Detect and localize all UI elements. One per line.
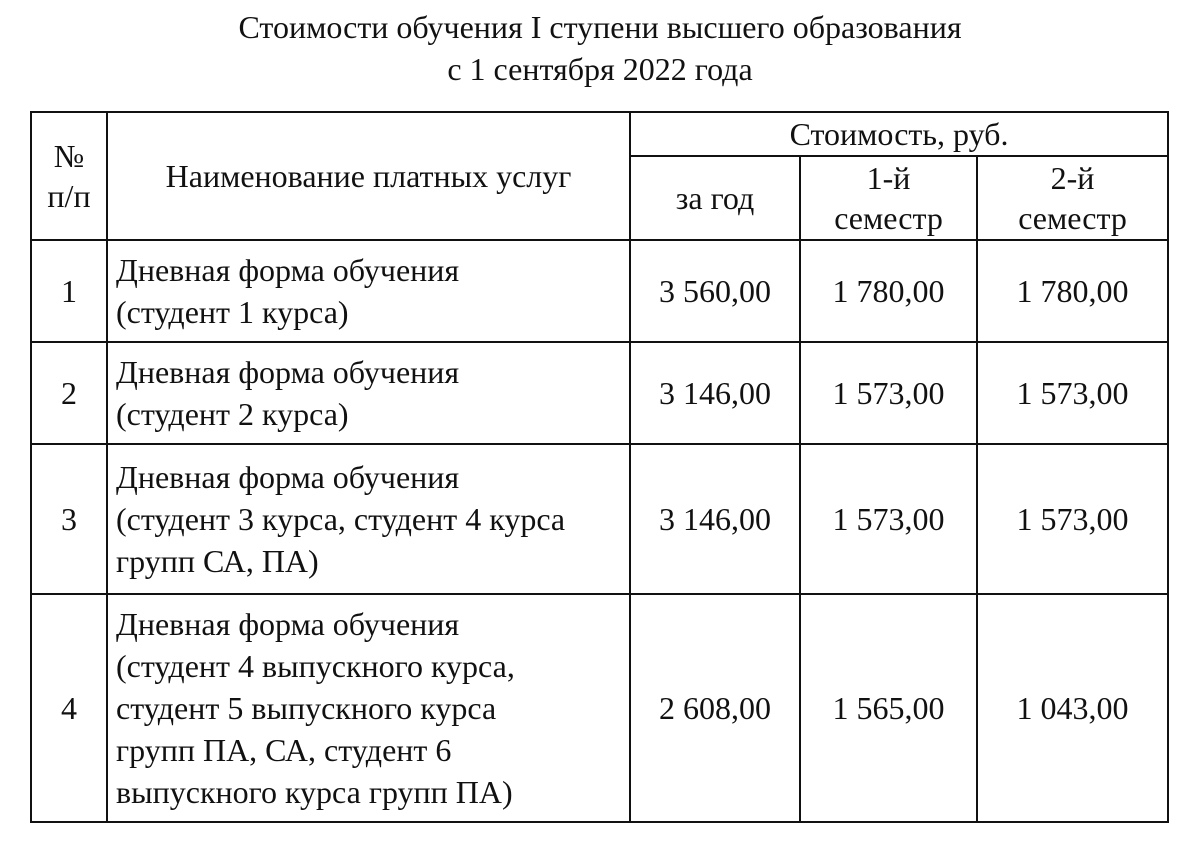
cost-semester-2: 1 780,00 [977,240,1168,342]
header-number-label: п/п [47,178,91,214]
row-number: 2 [31,342,107,444]
table-row [31,444,1168,594]
header-row-top [31,112,1168,156]
cost-semester-2: 1 043,00 [977,594,1168,822]
service-name [107,240,630,342]
row-number: 4 [31,594,107,822]
table-row [31,240,1168,342]
cost-semester-1: 1 780,00 [800,240,977,342]
cost-per-year: 3 146,00 [630,444,800,594]
row-number: 1 [31,240,107,342]
header-number [31,112,107,240]
service-name [107,342,630,444]
cost-per-year: 2 608,00 [630,594,800,822]
header-service-name: Наименование платных услуг [107,112,630,240]
cost-per-year: 3 146,00 [630,342,800,444]
cost-semester-1: 1 565,00 [800,594,977,822]
header-semester-1 [800,156,977,240]
service-name-line: Дневная форма обучения [116,354,460,390]
service-name [107,444,630,594]
header-semester-1-word: семестр [834,200,943,236]
cost-per-year: 3 560,00 [630,240,800,342]
table-row [31,594,1168,822]
row-number: 3 [31,444,107,594]
cost-semester-1: 1 573,00 [800,342,977,444]
header-cost-group: Стоимость, руб. [630,112,1168,156]
service-name-line: (студент 4 выпускного курса, [116,648,515,684]
service-name-line: групп ПА, СА, студент 6 [116,732,452,768]
document-title-line-1: Стоимости обучения I ступени высшего образования [238,9,962,45]
service-name-line: (студент 3 курса, студент 4 курса [116,501,566,537]
header-number-symbol: № [53,138,85,174]
header-semester-2-word: семестр [1018,200,1127,236]
cost-semester-1: 1 573,00 [800,444,977,594]
header-semester-2 [977,156,1168,240]
service-name-line: Дневная форма обучения [116,459,460,495]
header-semester-1-num: 1-й [866,160,911,196]
service-name-line: выпускного курса групп ПА) [116,774,513,810]
service-name-line: Дневная форма обучения [116,252,460,288]
service-name [107,594,630,822]
header-per-year: за год [630,156,800,240]
price-table [30,111,1169,823]
cost-semester-2: 1 573,00 [977,342,1168,444]
service-name-line: групп СА, ПА) [116,543,319,579]
header-semester-2-num: 2-й [1050,160,1095,196]
document-title-line-2: с 1 сентября 2022 года [447,51,753,87]
cost-semester-2: 1 573,00 [977,444,1168,594]
service-name-line: Дневная форма обучения [116,606,460,642]
document-title [0,6,1200,90]
service-name-line: (студент 1 курса) [116,294,349,330]
service-name-line: (студент 2 курса) [116,396,349,432]
service-name-line: студент 5 выпускного курса [116,690,497,726]
table-row [31,342,1168,444]
